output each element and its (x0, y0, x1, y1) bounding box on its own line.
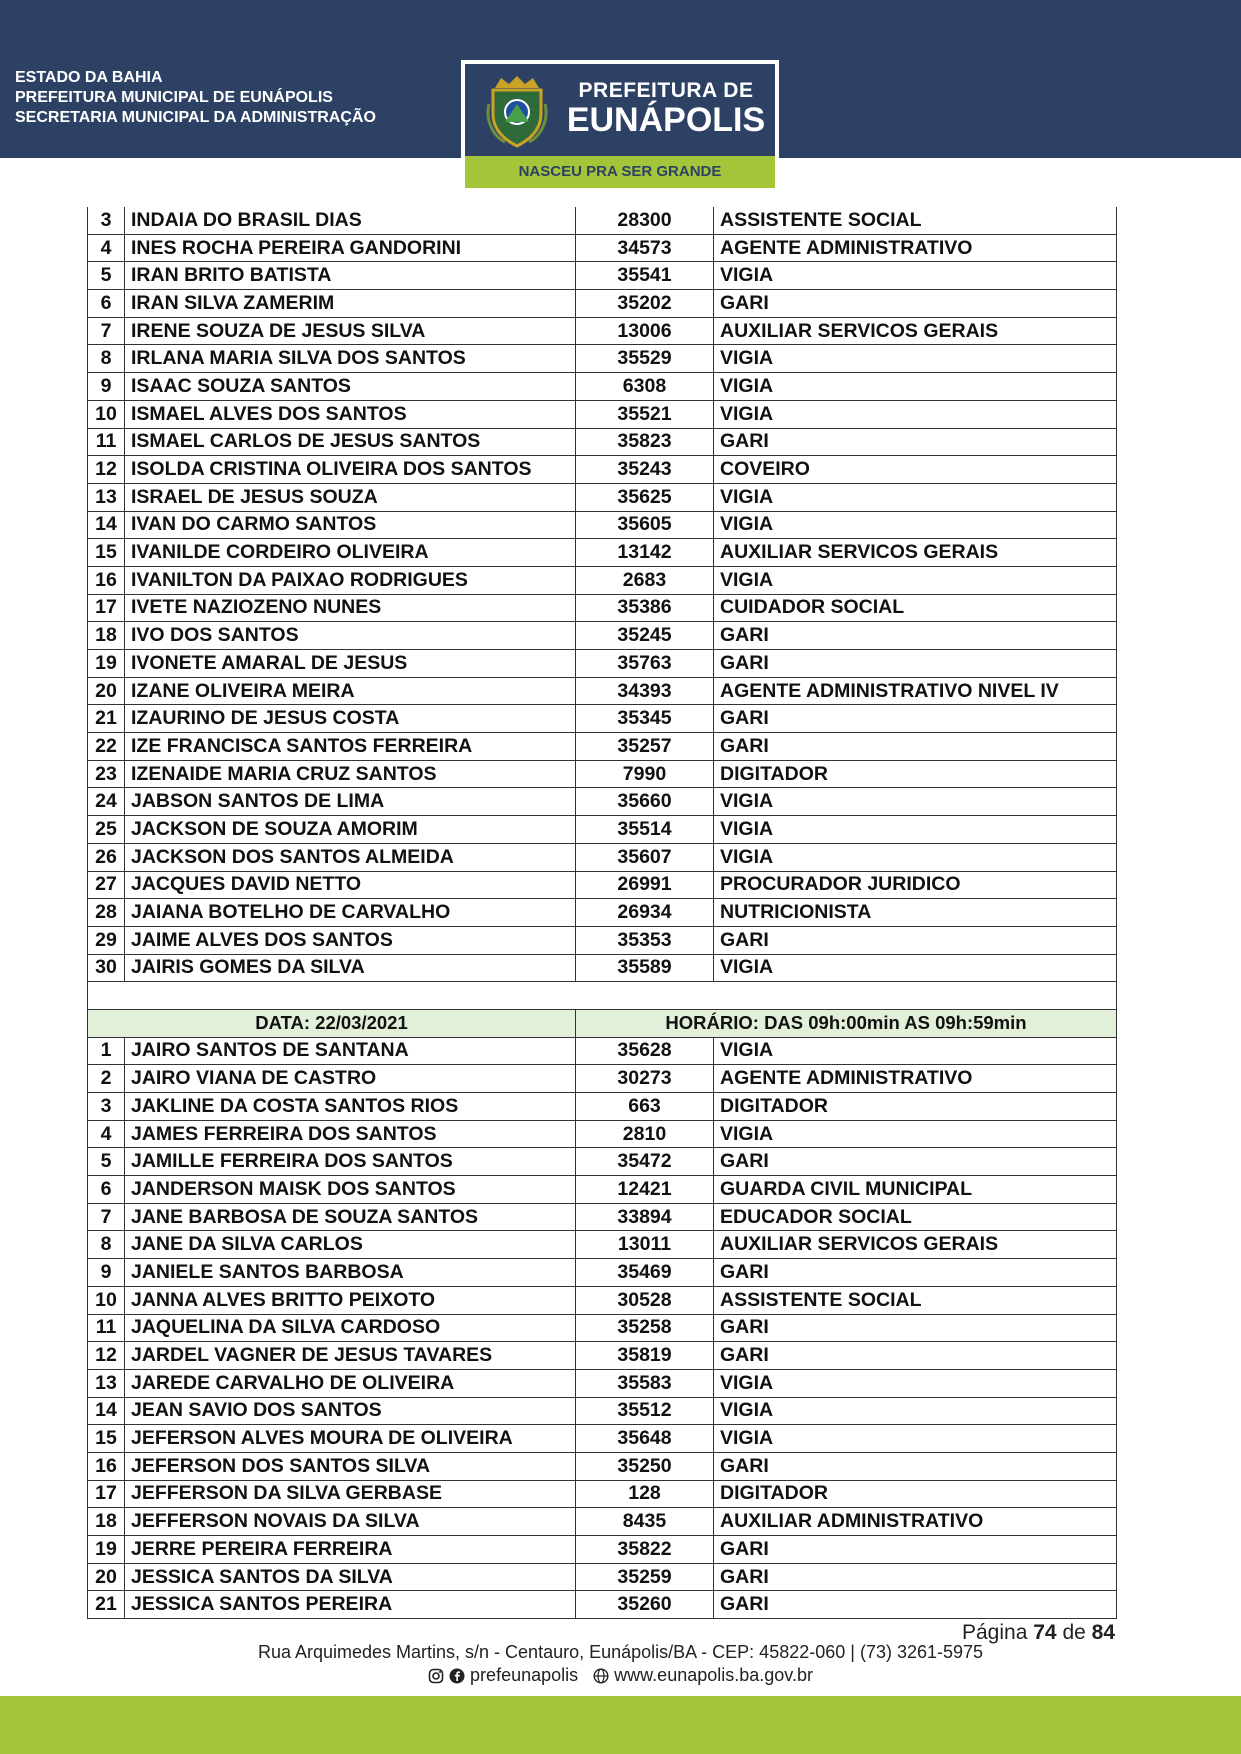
table-spacer (88, 982, 1117, 1010)
job-title: VIGIA (714, 1425, 1117, 1453)
job-title: PROCURADOR JURIDICO (714, 871, 1117, 899)
employee-name: JAMILLE FERREIRA DOS SANTOS (125, 1148, 576, 1176)
job-title: DIGITADOR (714, 760, 1117, 788)
instagram-icon (428, 1668, 444, 1684)
job-title: VIGIA (714, 373, 1117, 401)
job-title: GARI (714, 622, 1117, 650)
row-number: 22 (88, 733, 125, 761)
row-number: 3 (88, 1093, 125, 1121)
table-row (88, 1176, 1117, 1204)
employee-name: JAKLINE DA COSTA SANTOS RIOS (125, 1093, 576, 1121)
row-number: 21 (88, 705, 125, 733)
table-row (88, 1037, 1117, 1065)
table-row (88, 1369, 1117, 1397)
registration-number: 35258 (576, 1314, 714, 1342)
row-number: 9 (88, 373, 125, 401)
employee-name: JACQUES DAVID NETTO (125, 871, 576, 899)
row-number: 13 (88, 483, 125, 511)
employee-name: JAREDE CARVALHO DE OLIVEIRA (125, 1369, 576, 1397)
row-number: 7 (88, 1203, 125, 1231)
job-title: VIGIA (714, 1369, 1117, 1397)
website-link[interactable]: www.eunapolis.ba.gov.br (614, 1665, 813, 1685)
registration-number: 35819 (576, 1342, 714, 1370)
registration-number: 35243 (576, 456, 714, 484)
job-title: ASSISTENTE SOCIAL (714, 207, 1117, 234)
row-number: 26 (88, 843, 125, 871)
row-number: 20 (88, 1563, 125, 1591)
row-number: 3 (88, 207, 125, 234)
row-number: 16 (88, 1452, 125, 1480)
employee-name: JANDERSON MAISK DOS SANTOS (125, 1176, 576, 1204)
job-title: VIGIA (714, 843, 1117, 871)
row-number: 20 (88, 677, 125, 705)
section-date: DATA: 22/03/2021 (88, 1009, 576, 1037)
employee-name: JACKSON DE SOUZA AMORIM (125, 816, 576, 844)
registration-number: 30273 (576, 1065, 714, 1093)
registration-number: 12421 (576, 1176, 714, 1204)
table-row (88, 788, 1117, 816)
employee-schedule-table (87, 207, 1117, 1619)
job-title: AGENTE ADMINISTRATIVO (714, 234, 1117, 262)
table-row (88, 594, 1117, 622)
row-number: 28 (88, 899, 125, 927)
table-row (88, 1563, 1117, 1591)
employee-name: JANNA ALVES BRITTO PEIXOTO (125, 1286, 576, 1314)
job-title: AUXILIAR SERVICOS GERAIS (714, 1231, 1117, 1259)
table-body-bottom (88, 1037, 1117, 1618)
registration-number: 35763 (576, 650, 714, 678)
job-title: VIGIA (714, 400, 1117, 428)
facebook-icon (449, 1668, 465, 1684)
section-time: HORÁRIO: DAS 09h:00min AS 09h:59min (576, 1009, 1117, 1037)
job-title: VIGIA (714, 511, 1117, 539)
job-title: AUXILIAR ADMINISTRATIVO (714, 1508, 1117, 1536)
table-row (88, 1203, 1117, 1231)
table-row (88, 1231, 1117, 1259)
row-number: 19 (88, 650, 125, 678)
registration-number: 35202 (576, 290, 714, 318)
registration-number: 2810 (576, 1120, 714, 1148)
row-number: 4 (88, 234, 125, 262)
table-row (88, 843, 1117, 871)
table-row (88, 400, 1117, 428)
table-row (88, 733, 1117, 761)
employee-name: JAIRO VIANA DE CASTRO (125, 1065, 576, 1093)
job-title: VIGIA (714, 1120, 1117, 1148)
row-number: 6 (88, 1176, 125, 1204)
employee-name: IRLANA MARIA SILVA DOS SANTOS (125, 345, 576, 373)
employee-name: JAIANA BOTELHO DE CARVALHO (125, 899, 576, 927)
row-number: 23 (88, 760, 125, 788)
table-row (88, 1397, 1117, 1425)
header-secretariat: SECRETARIA MUNICIPAL DA ADMINISTRAÇÃO (15, 109, 376, 126)
row-number: 5 (88, 262, 125, 290)
table-row (88, 622, 1117, 650)
row-number: 14 (88, 511, 125, 539)
row-number: 21 (88, 1591, 125, 1619)
table-row (88, 705, 1117, 733)
employee-name: JANE BARBOSA DE SOUZA SANTOS (125, 1203, 576, 1231)
table-row (88, 1286, 1117, 1314)
table-row (88, 954, 1117, 982)
employee-name: JESSICA SANTOS DA SILVA (125, 1563, 576, 1591)
job-title: GARI (714, 1452, 1117, 1480)
table-row (88, 1148, 1117, 1176)
registration-number: 35541 (576, 262, 714, 290)
job-title: EDUCADOR SOCIAL (714, 1203, 1117, 1231)
employee-name: JEFERSON DOS SANTOS SILVA (125, 1452, 576, 1480)
table-row (88, 373, 1117, 401)
blank-row (88, 982, 1117, 1010)
table-row (88, 1425, 1117, 1453)
job-title: VIGIA (714, 788, 1117, 816)
row-number: 27 (88, 871, 125, 899)
employee-name: INDAIA DO BRASIL DIAS (125, 207, 576, 234)
employee-name: IVANILTON DA PAIXAO RODRIGUES (125, 566, 576, 594)
employee-name: JACKSON DOS SANTOS ALMEIDA (125, 843, 576, 871)
table-row (88, 290, 1117, 318)
row-number: 1 (88, 1037, 125, 1065)
job-title: GARI (714, 428, 1117, 456)
registration-number: 35512 (576, 1397, 714, 1425)
registration-number: 35469 (576, 1259, 714, 1287)
job-title: AUXILIAR SERVICOS GERAIS (714, 539, 1117, 567)
registration-number: 35583 (576, 1369, 714, 1397)
row-number: 7 (88, 317, 125, 345)
employee-name: IVANILDE CORDEIRO OLIVEIRA (125, 539, 576, 567)
job-title: GARI (714, 1259, 1117, 1287)
table-row (88, 511, 1117, 539)
row-number: 8 (88, 345, 125, 373)
job-title: GARI (714, 290, 1117, 318)
table-row (88, 760, 1117, 788)
logo-slogan: NASCEU PRA SER GRANDE (465, 156, 775, 188)
registration-number: 34393 (576, 677, 714, 705)
row-number: 12 (88, 456, 125, 484)
table-body-top (88, 207, 1117, 982)
employee-name: IVO DOS SANTOS (125, 622, 576, 650)
table-row (88, 816, 1117, 844)
row-number: 17 (88, 1480, 125, 1508)
row-number: 13 (88, 1369, 125, 1397)
employee-name: JAQUELINA DA SILVA CARDOSO (125, 1314, 576, 1342)
row-number: 15 (88, 1425, 125, 1453)
registration-number: 35353 (576, 926, 714, 954)
registration-number: 7990 (576, 760, 714, 788)
logo-title (561, 80, 771, 137)
job-title: VIGIA (714, 1397, 1117, 1425)
registration-number: 35386 (576, 594, 714, 622)
row-number: 19 (88, 1536, 125, 1564)
table-row (88, 1480, 1117, 1508)
job-title: VIGIA (714, 345, 1117, 373)
table-row (88, 234, 1117, 262)
table-row (88, 1259, 1117, 1287)
table-row (88, 899, 1117, 927)
employee-name: INES ROCHA PEREIRA GANDORINI (125, 234, 576, 262)
employee-name: JANE DA SILVA CARLOS (125, 1231, 576, 1259)
employee-name: IRAN SILVA ZAMERIM (125, 290, 576, 318)
registration-number: 26934 (576, 899, 714, 927)
employee-name: IZANE OLIVEIRA MEIRA (125, 677, 576, 705)
employee-name: JAIRIS GOMES DA SILVA (125, 954, 576, 982)
job-title: GARI (714, 705, 1117, 733)
registration-number: 35521 (576, 400, 714, 428)
job-title: GARI (714, 926, 1117, 954)
row-number: 12 (88, 1342, 125, 1370)
row-number: 11 (88, 1314, 125, 1342)
row-number: 18 (88, 622, 125, 650)
logo-title-line2: EUNÁPOLIS (566, 101, 766, 139)
row-number: 15 (88, 539, 125, 567)
employee-name: IVETE NAZIOZENO NUNES (125, 594, 576, 622)
employee-name: JEFERSON ALVES MOURA DE OLIVEIRA (125, 1425, 576, 1453)
row-number: 4 (88, 1120, 125, 1148)
table-row (88, 566, 1117, 594)
employee-name: IRAN BRITO BATISTA (125, 262, 576, 290)
employee-name: IZAURINO DE JESUS COSTA (125, 705, 576, 733)
section-header-row (88, 1009, 1117, 1037)
registration-number: 8435 (576, 1508, 714, 1536)
row-number: 17 (88, 594, 125, 622)
registration-number: 28300 (576, 207, 714, 234)
page-separator: de (1062, 1621, 1086, 1644)
header-prefecture: PREFEITURA MUNICIPAL DE EUNÁPOLIS (15, 89, 333, 106)
social-handle[interactable]: prefeunapolis (470, 1665, 579, 1685)
registration-number: 35648 (576, 1425, 714, 1453)
job-title: VIGIA (714, 816, 1117, 844)
table-row (88, 345, 1117, 373)
job-title: NUTRICIONISTA (714, 899, 1117, 927)
registration-number: 35589 (576, 954, 714, 982)
registration-number: 35250 (576, 1452, 714, 1480)
registration-number: 35257 (576, 733, 714, 761)
row-number: 18 (88, 1508, 125, 1536)
job-title: GARI (714, 1591, 1117, 1619)
row-number: 29 (88, 926, 125, 954)
job-title: COVEIRO (714, 456, 1117, 484)
employee-name: ISRAEL DE JESUS SOUZA (125, 483, 576, 511)
registration-number: 13006 (576, 317, 714, 345)
employee-name: JABSON SANTOS DE LIMA (125, 788, 576, 816)
header-state: ESTADO DA BAHIA (15, 69, 163, 86)
registration-number: 35245 (576, 622, 714, 650)
table-row (88, 1065, 1117, 1093)
table-row (88, 1508, 1117, 1536)
employee-name: ISOLDA CRISTINA OLIVEIRA DOS SANTOS (125, 456, 576, 484)
row-number: 2 (88, 1065, 125, 1093)
row-number: 25 (88, 816, 125, 844)
employee-name: ISMAEL ALVES DOS SANTOS (125, 400, 576, 428)
registration-number: 35660 (576, 788, 714, 816)
registration-number: 6308 (576, 373, 714, 401)
employee-name: IRENE SOUZA DE JESUS SILVA (125, 317, 576, 345)
prefecture-logo (461, 60, 779, 192)
registration-number: 35625 (576, 483, 714, 511)
employee-name: JERRE PEREIRA FERREIRA (125, 1536, 576, 1564)
table-row (88, 1591, 1117, 1619)
job-title: AGENTE ADMINISTRATIVO NIVEL IV (714, 677, 1117, 705)
crest-icon (485, 74, 549, 148)
footer-band (0, 1696, 1241, 1754)
employee-name: JESSICA SANTOS PEREIRA (125, 1591, 576, 1619)
employee-name: ISMAEL CARLOS DE JESUS SANTOS (125, 428, 576, 456)
table-row (88, 1536, 1117, 1564)
row-number: 16 (88, 566, 125, 594)
table-row (88, 207, 1117, 234)
employee-name: JANIELE SANTOS BARBOSA (125, 1259, 576, 1287)
job-title: VIGIA (714, 1037, 1117, 1065)
job-title: GARI (714, 1148, 1117, 1176)
employee-name: JEAN SAVIO DOS SANTOS (125, 1397, 576, 1425)
row-number: 6 (88, 290, 125, 318)
table-row (88, 428, 1117, 456)
registration-number: 35345 (576, 705, 714, 733)
header-institution (15, 68, 376, 128)
job-title: VIGIA (714, 566, 1117, 594)
table-row (88, 677, 1117, 705)
job-title: DIGITADOR (714, 1093, 1117, 1121)
registration-number: 35260 (576, 1591, 714, 1619)
row-number: 14 (88, 1397, 125, 1425)
section-header (88, 1009, 1117, 1037)
row-number: 10 (88, 1286, 125, 1314)
employee-name: IZENAIDE MARIA CRUZ SANTOS (125, 760, 576, 788)
registration-number: 35628 (576, 1037, 714, 1065)
registration-number: 35607 (576, 843, 714, 871)
registration-number: 13011 (576, 1231, 714, 1259)
job-title: AGENTE ADMINISTRATIVO (714, 1065, 1117, 1093)
job-title: DIGITADOR (714, 1480, 1117, 1508)
page-prefix: Página (962, 1621, 1028, 1644)
employee-name: JARDEL VAGNER DE JESUS TAVARES (125, 1342, 576, 1370)
registration-number: 35259 (576, 1563, 714, 1591)
employee-name: IVONETE AMARAL DE JESUS (125, 650, 576, 678)
row-number: 30 (88, 954, 125, 982)
registration-number: 33894 (576, 1203, 714, 1231)
registration-number: 34573 (576, 234, 714, 262)
table-row (88, 1452, 1117, 1480)
job-title: GARI (714, 650, 1117, 678)
row-number: 9 (88, 1259, 125, 1287)
registration-number: 35822 (576, 1536, 714, 1564)
employee-name: IZE FRANCISCA SANTOS FERREIRA (125, 733, 576, 761)
table-row (88, 262, 1117, 290)
row-number: 5 (88, 1148, 125, 1176)
registration-number: 35823 (576, 428, 714, 456)
employee-name: JAIRO SANTOS DE SANTANA (125, 1037, 576, 1065)
registration-number: 663 (576, 1093, 714, 1121)
footer-address: Rua Arquimedes Martins, s/n - Centauro, Eunápolis/BA - CEP: 45822-060 | (73) 3261-5975 (257, 1642, 984, 1662)
footer-social (0, 1665, 1241, 1686)
table-row (88, 871, 1117, 899)
job-title: VIGIA (714, 483, 1117, 511)
registration-number: 30528 (576, 1286, 714, 1314)
logo-title-line1: PREFEITURA DE (578, 79, 754, 102)
row-number: 8 (88, 1231, 125, 1259)
table-row (88, 650, 1117, 678)
employee-name: IVAN DO CARMO SANTOS (125, 511, 576, 539)
table-row (88, 1342, 1117, 1370)
globe-icon (593, 1668, 609, 1684)
employee-name: JEFFERSON DA SILVA GERBASE (125, 1480, 576, 1508)
registration-number: 35529 (576, 345, 714, 373)
table-row (88, 1120, 1117, 1148)
registration-number: 35472 (576, 1148, 714, 1176)
employee-name: ISAAC SOUZA SANTOS (125, 373, 576, 401)
employee-name: JAIME ALVES DOS SANTOS (125, 926, 576, 954)
table-row (88, 1093, 1117, 1121)
job-title: GARI (714, 1563, 1117, 1591)
job-title: GARI (714, 1536, 1117, 1564)
job-title: GARI (714, 1314, 1117, 1342)
table-row (88, 1314, 1117, 1342)
job-title: GUARDA CIVIL MUNICIPAL (714, 1176, 1117, 1204)
row-number: 11 (88, 428, 125, 456)
row-number: 10 (88, 400, 125, 428)
row-number: 24 (88, 788, 125, 816)
table-row (88, 483, 1117, 511)
registration-number: 128 (576, 1480, 714, 1508)
registration-number: 2683 (576, 566, 714, 594)
table-row (88, 926, 1117, 954)
employee-name: JAMES FERREIRA DOS SANTOS (125, 1120, 576, 1148)
table-row (88, 456, 1117, 484)
employee-name: JEFFERSON NOVAIS DA SILVA (125, 1508, 576, 1536)
page-current: 74 (1033, 1621, 1057, 1644)
table-row (88, 317, 1117, 345)
registration-number: 13142 (576, 539, 714, 567)
job-title: VIGIA (714, 262, 1117, 290)
job-title: GARI (714, 1342, 1117, 1370)
table-row (88, 539, 1117, 567)
page-total: 84 (1091, 1621, 1115, 1644)
job-title: CUIDADOR SOCIAL (714, 594, 1117, 622)
job-title: ASSISTENTE SOCIAL (714, 1286, 1117, 1314)
registration-number: 35605 (576, 511, 714, 539)
job-title: AUXILIAR SERVICOS GERAIS (714, 317, 1117, 345)
job-title: GARI (714, 733, 1117, 761)
registration-number: 35514 (576, 816, 714, 844)
job-title: VIGIA (714, 954, 1117, 982)
registration-number: 26991 (576, 871, 714, 899)
